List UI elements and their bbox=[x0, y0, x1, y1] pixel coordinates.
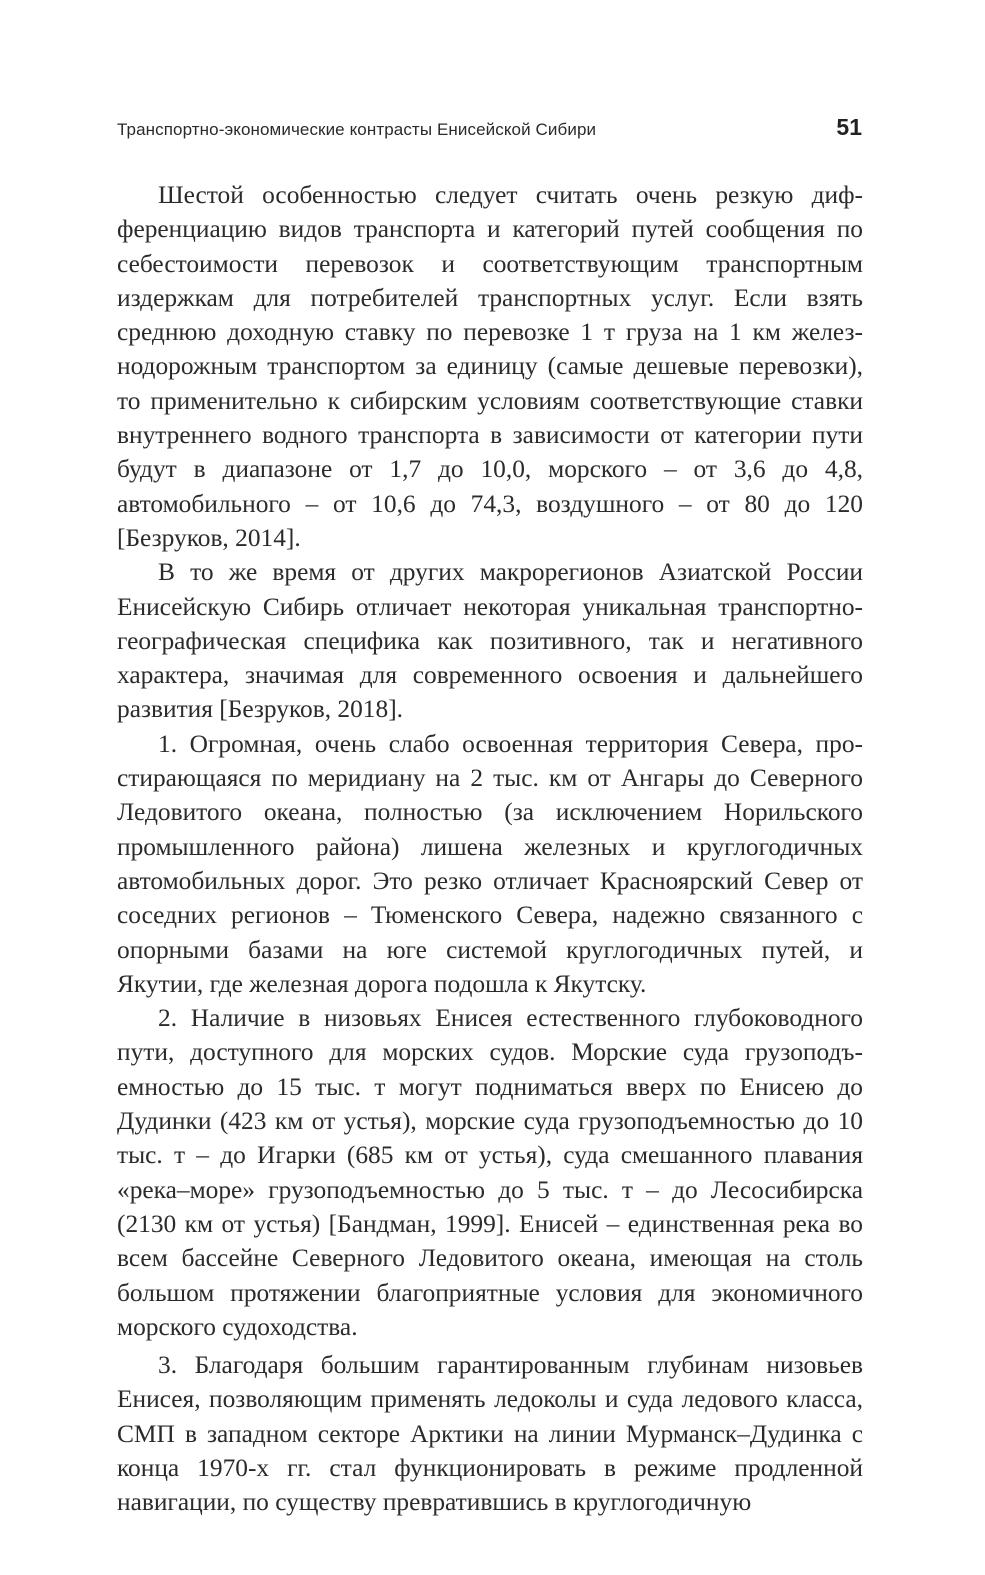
running-header bbox=[117, 114, 862, 150]
running-title: Транспортно-экономические контрасты Енисейской Сибири bbox=[117, 120, 597, 139]
paragraph-point-2: 2. Наличие в низовьях Енисея естественного глубоководного пути, доступного для морских судов. Морские суда грузоподъемностью до 15 тыс. т могут подниматься вверх по Енисею до Дудинки (423 км от устья), морские суда грузоподъемностью до 10 тыс. т – до Игарки (685 км от устья), суда смешанного плавания «река–море» грузоподъемностью до 5 тыс. т – до Лесосибирска (2130 км от устья) [Бандман, 1999]. Енисей – единственная река во всем бассейне Северного Ледовитого океана, имеющая на столь большом протяжении благоприятные условия для экономичного морского судоходства. bbox=[117, 1004, 863, 1341]
paragraph-specifics: В то же время от других макрорегионов Азиатской России Енисейскую Сибирь отличает некоторая уникальная транспортно-географическая специфика как позитивного, так и негативного характера, значимая для современного освоения и дальнейшего развития [Безруков, 2018]. bbox=[117, 558, 863, 724]
paragraph-point-3: 3. Благодаря большим гарантированным глубинам низовьев Енисея, позволяющим применять ледоколы и суда ледового класса, СМП в западном секторе Арктики на линии Мурманск–Дудинка с конца 1970-х гг. стал функционировать в режиме продленной навигации, по существу превратившись в круглогодичную bbox=[117, 1351, 863, 1517]
page-number: 51 bbox=[836, 114, 862, 140]
paragraph-sixth-feature: Шестой особенностью следует считать очень резкую дифференциацию видов транспорта и категорий путей сообщения по себестоимости перевозок и соответствующим транспортным издержкам для потребителей транспортных услуг. Если взять среднюю доходную ставку по перевозке 1 т груза на 1 км железнодорожным транспортом за единицу (самые дешевые перевозки), то применительно к сибирским условиям соответствующие ставки внутреннего водного транспорта в зависимости от категории пути будут в диапазоне от 1,7 до 10,0, морского – от 3,6 до 4,8, автомобильного – от 10,6 до 74,3, воздушного – от 80 до 120 [Безруков, 2014]. bbox=[117, 181, 863, 552]
body-text bbox=[117, 178, 863, 1520]
paragraph-point-1: 1. Огромная, очень слабо освоенная территория Севера, простирающаяся по меридиану на 2 тыс. км от Ангары до Северного Ледовитого океана, полностью (за исключением Норильского промышленного района) лишена железных и круглогодичных автомобильных дорог. Это резко отличает Красноярский Север от соседних регионов – Тюменского Севера, надежно связанного с опорными базами на юге системой круглогодичных путей, и Якутии, где железная дорога подошла к Якутску. bbox=[117, 729, 863, 998]
